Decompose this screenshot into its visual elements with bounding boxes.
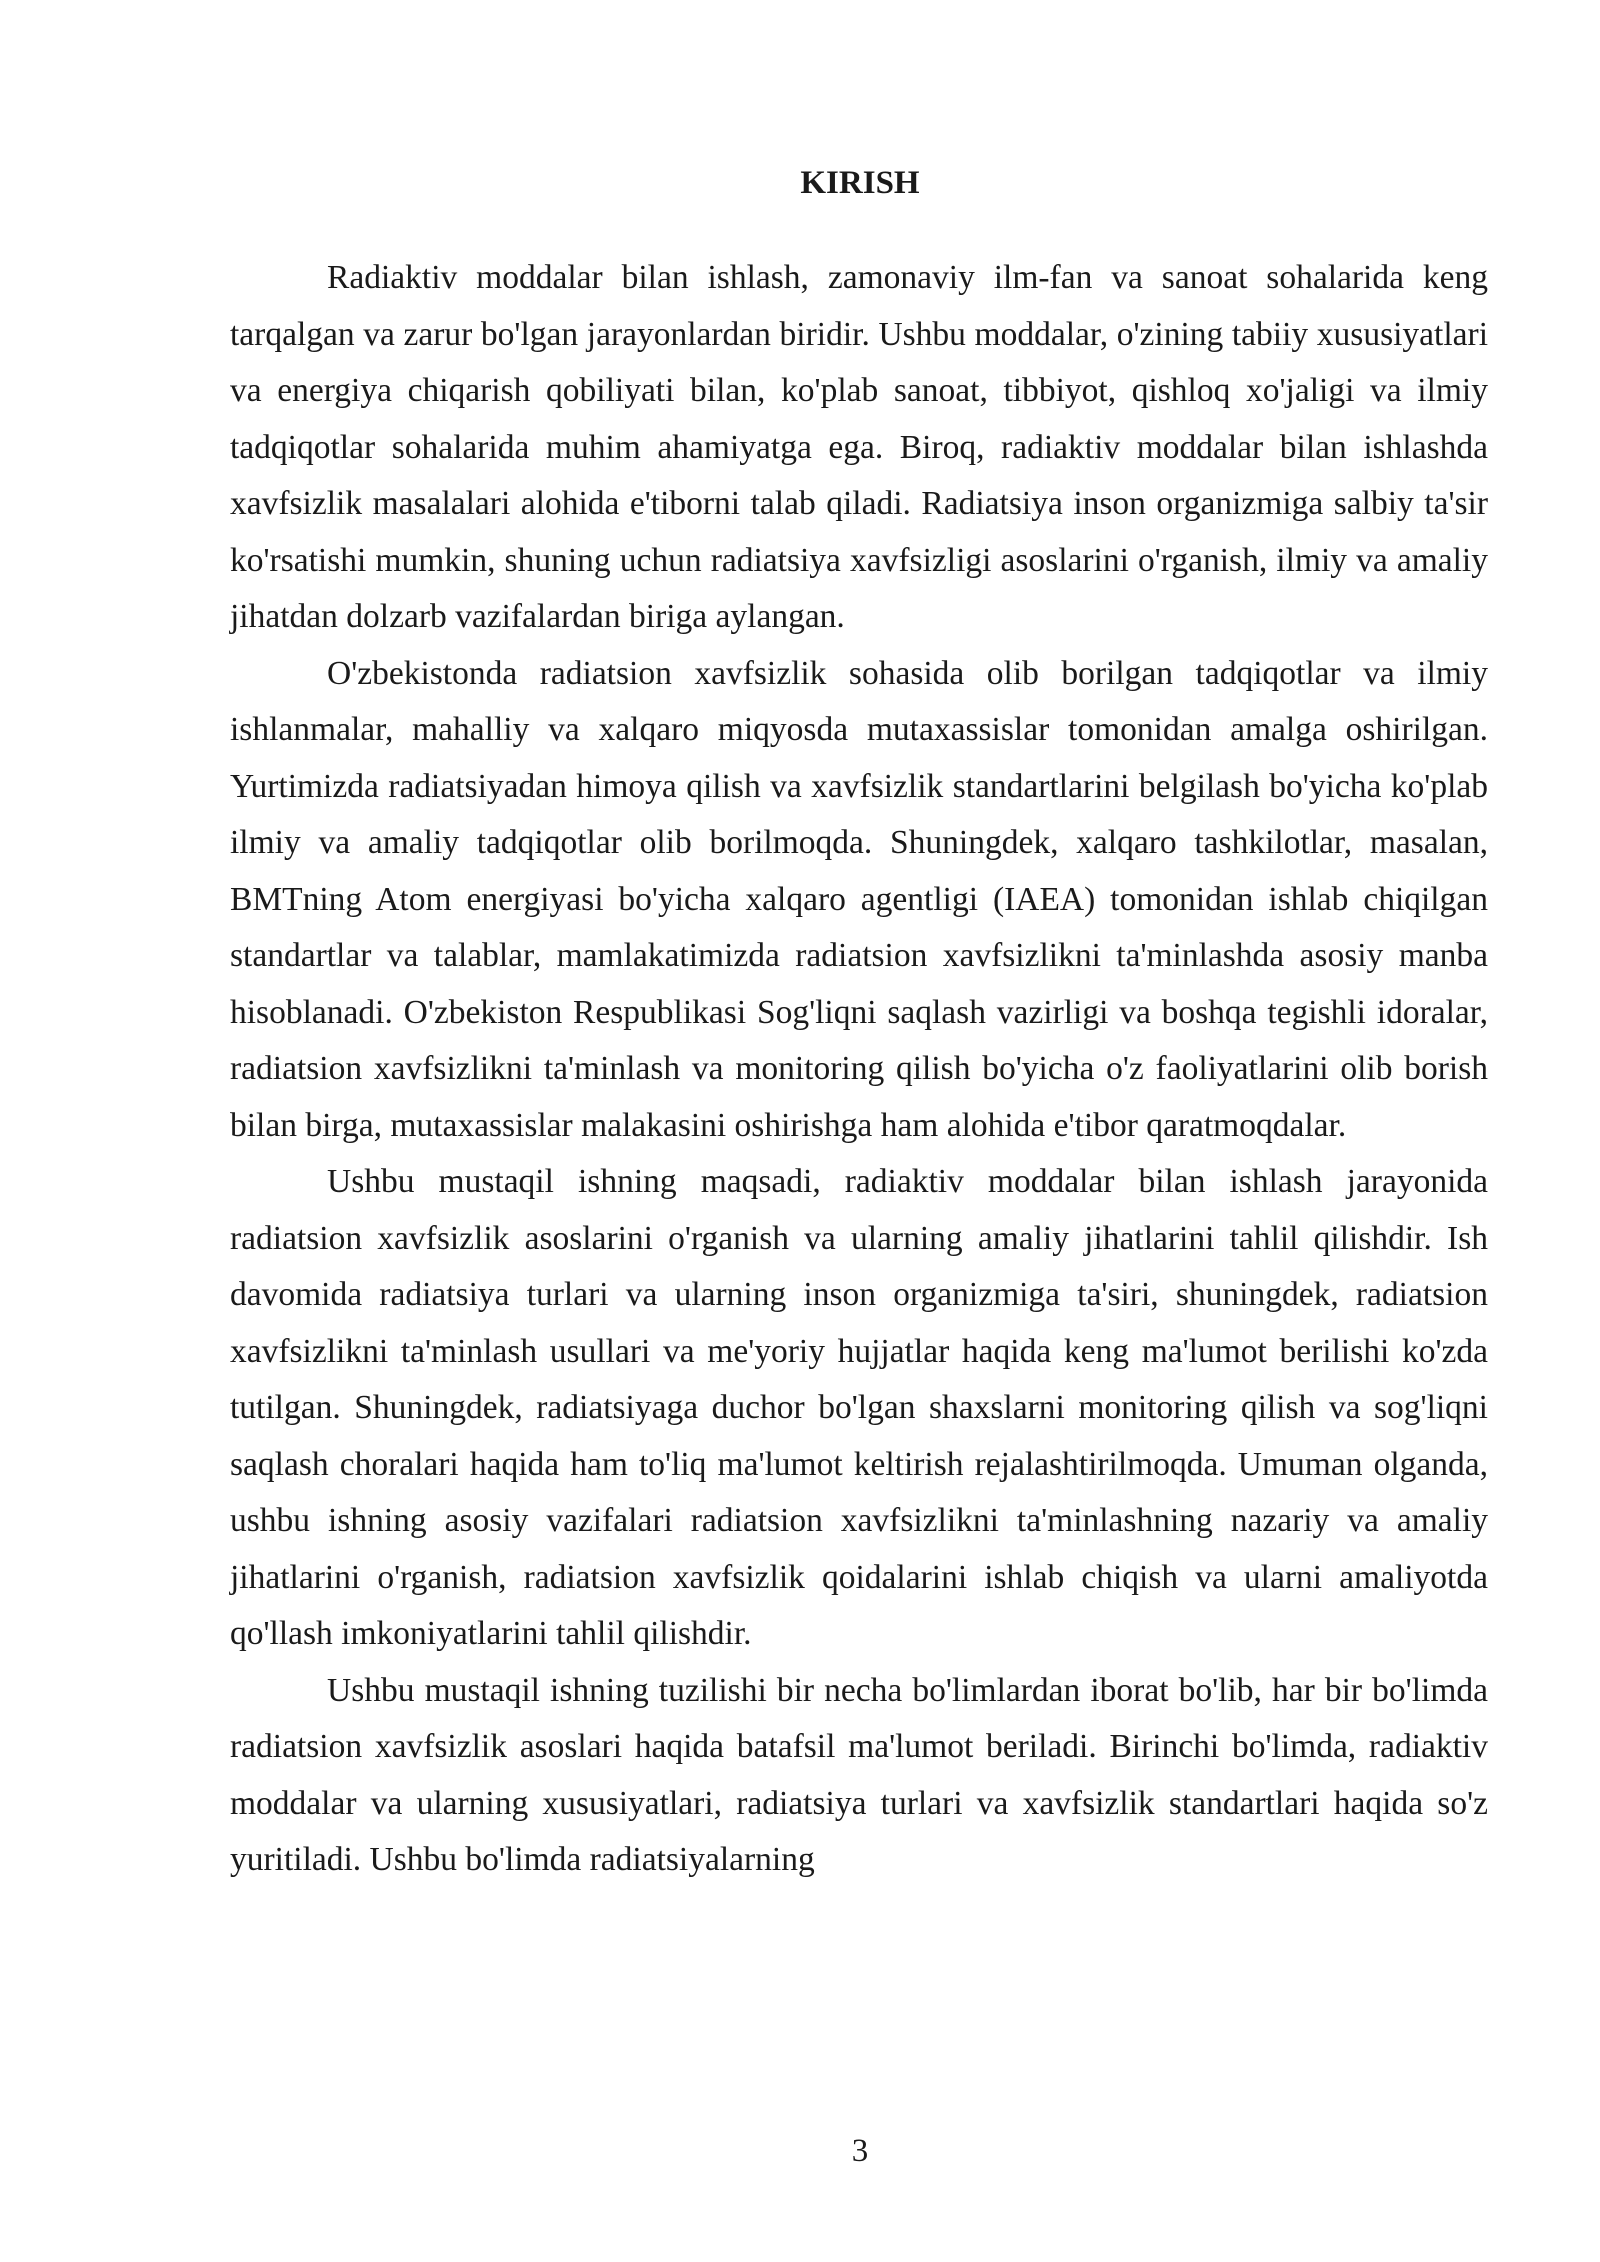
paragraph-4: Ushbu mustaqil ishning tuzilishi bir necha bo'limlardan iborat bo'lib, har bir bo'limda radiatsion xavfsizlik asoslari haqida batafsil ma'lumot beriladi. Birinchi bo'limda, radiaktiv moddalar va ularning xususiyatlari, radiatsiya turlari va xavfsizlik standartlari haqida so'z yuritiladi. Ushbu bo'limda radiatsiyalarning [230, 1671, 1488, 1878]
page-number: 3 [851, 2133, 869, 2169]
paragraph-1: Radiaktiv moddalar bilan ishlash, zamonaviy ilm-fan va sanoat sohalarida keng tarqalgan va zarur bo'lgan jarayonlardan biridir. Ushbu moddalar, o'zining tabiiy xususiyatlari va energiya chiqarish qobiliyati bilan, ko'plab sanoat, tibbiyot, qishloq xo'jaligi va ilmiy tadqiqotlar sohalarida muhim ahamiyatga ega. Biroq, radiaktiv moddalar bilan ishlashda xavfsizlik masalalari alohida e'tiborni talab qiladi. Radiatsiya inson organizmiga salbiy ta'sir ko'rsatishi mumkin, shuning uchun radiatsiya xavfsizligi asoslarini o'rganish, ilmiy va amaliy jihatdan dolzarb vazifalardan biriga aylangan. [230, 259, 1488, 635]
body-text [230, 250, 1488, 1889]
page-title: KIRISH [800, 165, 920, 201]
paragraph-3: Ushbu mustaqil ishning maqsadi, radiaktiv moddalar bilan ishlash jarayonida radiatsion xavfsizlik asoslarini o'rganish va ularning amaliy jihatlarini tahlil qilishdir. Ish davomida radiatsiya turlari va ularning inson organizmiga ta'siri, shuningdek, radiatsion xavfsizlikni ta'minlash usullari va me'yoriy hujjatlar haqida keng ma'lumot berilishi ko'zda tutilgan. Shuningdek, radiatsiyaga duchor bo'lgan shaxslarni monitoring qilish va sog'liqni saqlash choralari haqida ham to'liq ma'lumot keltirish rejalashtirilmoqda. Umuman olganda, ushbu ishning asosiy vazifalari radiatsion xavfsizlikni ta'minlashning nazariy va amaliy jihatlarini o'rganish, radiatsion xavfsizlik qoidalarini ishlab chiqish va ularni amaliyotda qo'llash imkoniyatlarini tahlil qilishdir. [230, 1163, 1488, 1652]
paragraph-2: O'zbekistonda radiatsion xavfsizlik sohasida olib borilgan tadqiqotlar va ilmiy ishlanmalar, mahalliy va xalqaro miqyosda mutaxassislar tomonidan amalga oshirilgan. Yurtimizda radiatsiyadan himoya qilish va xavfsizlik standartlarini belgilash bo'yicha ko'plab ilmiy va amaliy tadqiqotlar olib borilmoqda. Shuningdek, xalqaro tashkilotlar, masalan, BMTning Atom energiyasi bo'yicha xalqaro agentligi (IAEA) tomonidan ishlab chiqilgan standartlar va talablar, mamlakatimizda radiatsion xavfsizlikni ta'minlashda asosiy manba hisoblanadi. O'zbekiston Respublikasi Sog'liqni saqlash vazirligi va boshqa tegishli idoralar, radiatsion xavfsizlikni ta'minlash va monitoring qilish bo'yicha o'z faoliyatlarini olib borish bilan birga, mutaxassislar malakasini oshirishga ham alohida e'tibor qaratmoqdalar. [230, 654, 1488, 1144]
